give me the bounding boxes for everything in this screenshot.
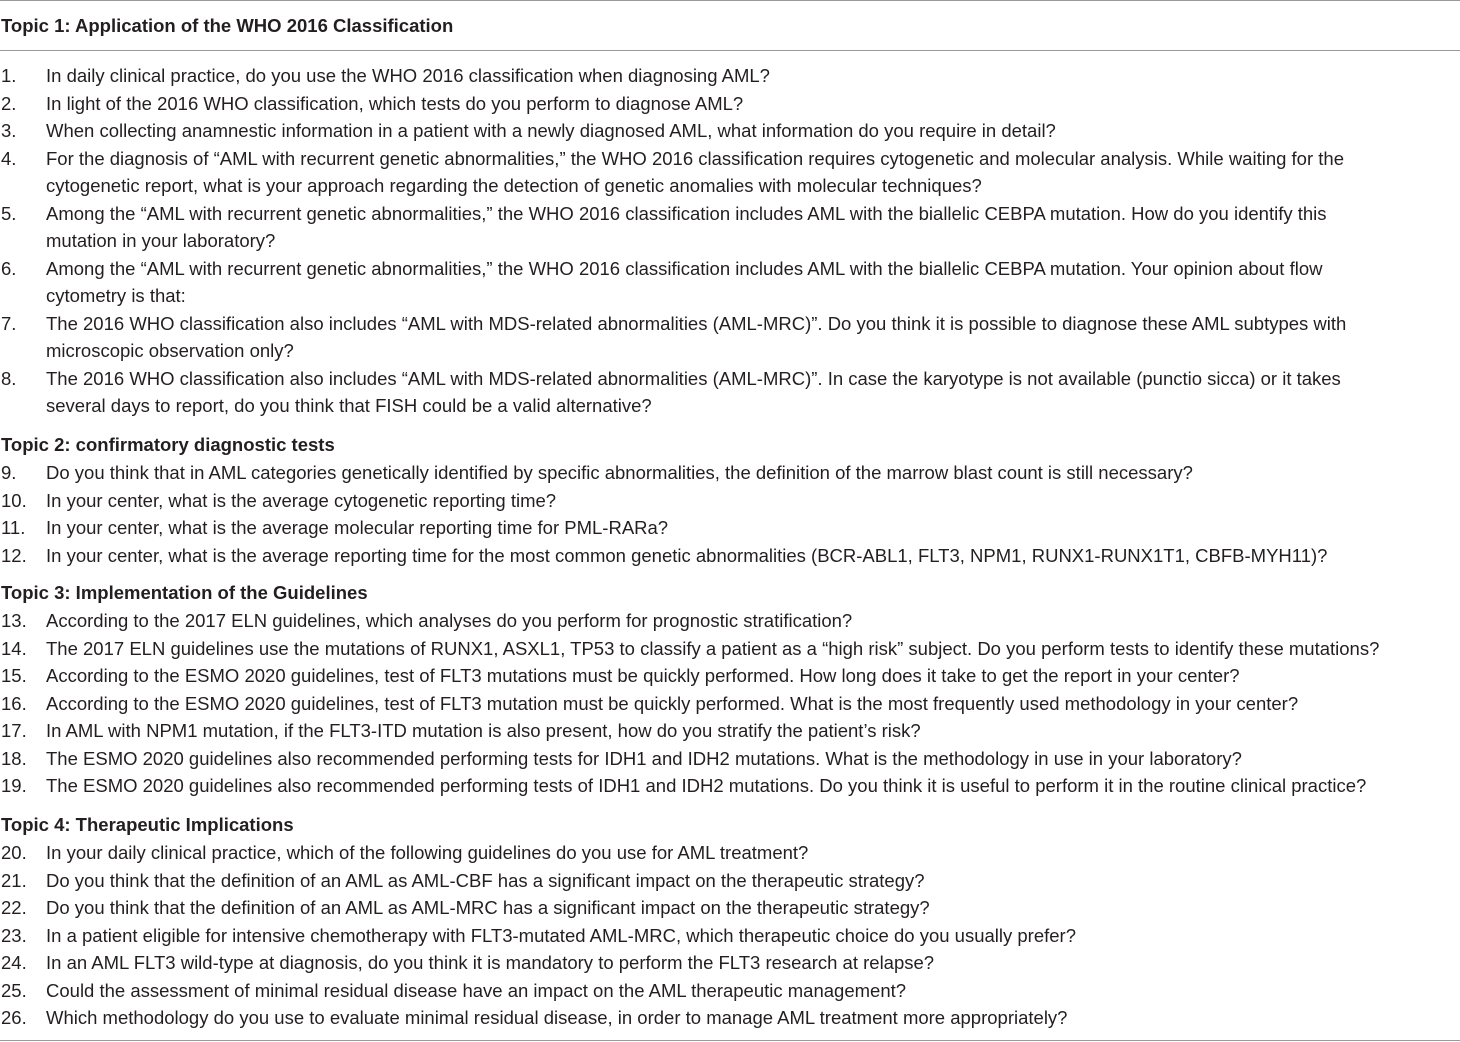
question-text: Do you think that the definition of an AML as AML-MRC has a significant impact on the therapeutic strategy? [46,897,930,918]
question-text: The ESMO 2020 guidelines also recommended performing tests of IDH1 and IDH2 mutations. Do you think it is useful to perform it in the routine clinical practice? [46,775,1367,796]
question-text: For the diagnosis of “AML with recurrent genetic abnormalities,” the WHO 2016 classification requires cytogenetic and molecular analysis. While waiting for the [46,147,1344,169]
topic-header: Topic 4: Therapeutic Implications [1,814,294,835]
question-number: 14. [1,637,27,659]
question-text: Among the “AML with recurrent genetic abnormalities,” the WHO 2016 classification includes AML with the biallelic CEBPA mutation. Your opinion about flow [46,257,1323,279]
question-text: The ESMO 2020 guidelines also recommended performing tests for IDH1 and IDH2 mutations. What is the methodology in use in your laboratory? [46,747,1242,769]
question-text: In daily clinical practice, do you use the WHO 2016 classification when diagnosing AML? [46,65,770,86]
topic-header: Topic 3: Implementation of the Guidelines [1,582,368,603]
question-number: 11. [1,517,26,538]
table-bottom-rule [0,1040,1460,1041]
question-number: 18. [1,747,27,769]
question-number: 21. [1,869,27,891]
question-number: 16. [1,692,27,714]
question-text: According to the ESMO 2020 guidelines, test of FLT3 mutation must be quickly performed. What is the most frequently used methodology in your center? [46,692,1299,714]
question-text: In your center, what is the average reporting time for the most common genetic abnormalities (BCR-ABL1, FLT3, NPM1, RUNX1-RUNX1T1, CBFB-MYH11)? [46,544,1328,566]
question-text: several days to report, do you think that FISH could be a valid alternative? [46,395,652,416]
question-text: In a patient eligible for intensive chemotherapy with FLT3-mutated AML-MRC, which therapeutic choice do you usually prefer? [46,924,1077,946]
question-number: 26. [1,1007,27,1028]
question-number: 15. [1,665,27,686]
question-number: 4. [1,147,17,169]
question-text: Could the assessment of minimal residual disease have an impact on the AML therapeutic management? [46,979,907,1001]
question-text: In an AML FLT3 wild-type at diagnosis, do you think it is mandatory to perform the FLT3 research at relapse? [46,952,935,973]
question-number: 1. [1,65,17,86]
question-text: Which methodology do you use to evaluate minimal residual disease, in order to manage AML treatment more appropriately? [46,1007,1068,1028]
question-text: According to the ESMO 2020 guidelines, test of FLT3 mutations must be quickly performed. How long does it take to get the report in your center? [46,665,1240,686]
question-text: Among the “AML with recurrent genetic abnormalities,” the WHO 2016 classification includes AML with the biallelic CEBPA mutation. How do you identify this [46,202,1327,224]
question-text: In AML with NPM1 mutation, if the FLT3-ITD mutation is also present, how do you stratify the patient’s risk? [46,720,921,741]
question-text: Do you think that the definition of an AML as AML-CBF has a significant impact on the therapeutic strategy? [46,869,925,891]
question-number: 10. [1,489,27,511]
question-text: Do you think that in AML categories genetically identified by specific abnormalities, the definition of the marrow blast count is still necessary? [46,462,1193,483]
question-number: 23. [1,924,27,946]
question-number: 3. [1,120,17,141]
table-header-rule [0,50,1460,51]
question-number: 9. [1,462,17,483]
question-text: microscopic observation only? [46,340,294,361]
question-text: According to the 2017 ELN guidelines, which analyses do you perform for prognostic stratification? [46,610,853,631]
question-text: cytometry is that: [46,285,186,306]
topic-header: Topic 2: confirmatory diagnostic tests [1,434,335,455]
question-number: 13. [1,610,27,631]
question-number: 12. [1,544,27,566]
question-text: The 2017 ELN guidelines use the mutations of RUNX1, ASXL1, TP53 to classify a patient as a “high risk” subject. Do you perform tests to identify these mutations? [46,637,1380,659]
topic-header: Topic 1: Application of the WHO 2016 Classification [1,15,454,36]
question-text: cytogenetic report, what is your approach regarding the detection of genetic anomalies with molecular techniques? [46,175,982,196]
question-number: 25. [1,979,27,1001]
question-text: The 2016 WHO classification also includes “AML with MDS-related abnormalities (AML-MRC)”. Do you think it is possible to diagnose these AML subtypes with [46,312,1347,334]
question-number: 19. [1,775,27,796]
question-number: 5. [1,202,17,224]
question-text: The 2016 WHO classification also includes “AML with MDS-related abnormalities (AML-MRC)”. In case the karyotype is not available (punctio sicca) or it takes [46,367,1341,389]
question-text: In your center, what is the average cytogenetic reporting time? [46,489,557,511]
question-number: 22. [1,897,27,918]
question-number: 20. [1,842,27,863]
table-top-rule [0,0,1460,1]
question-text: mutation in your laboratory? [46,230,276,251]
question-number: 17. [1,720,27,741]
question-number: 8. [1,367,17,389]
question-number: 6. [1,257,17,279]
question-text: In your daily clinical practice, which of the following guidelines do you use for AML treatment? [46,842,809,863]
question-number: 7. [1,312,17,334]
question-text: In your center, what is the average molecular reporting time for PML-RARa? [46,517,669,538]
question-text: In light of the 2016 WHO classification, which tests do you perform to diagnose AML? [46,92,744,114]
question-text: When collecting anamnestic information in a patient with a newly diagnosed AML, what information do you require in detail? [46,120,1056,141]
question-number: 2. [1,92,17,114]
question-number: 24. [1,952,27,973]
